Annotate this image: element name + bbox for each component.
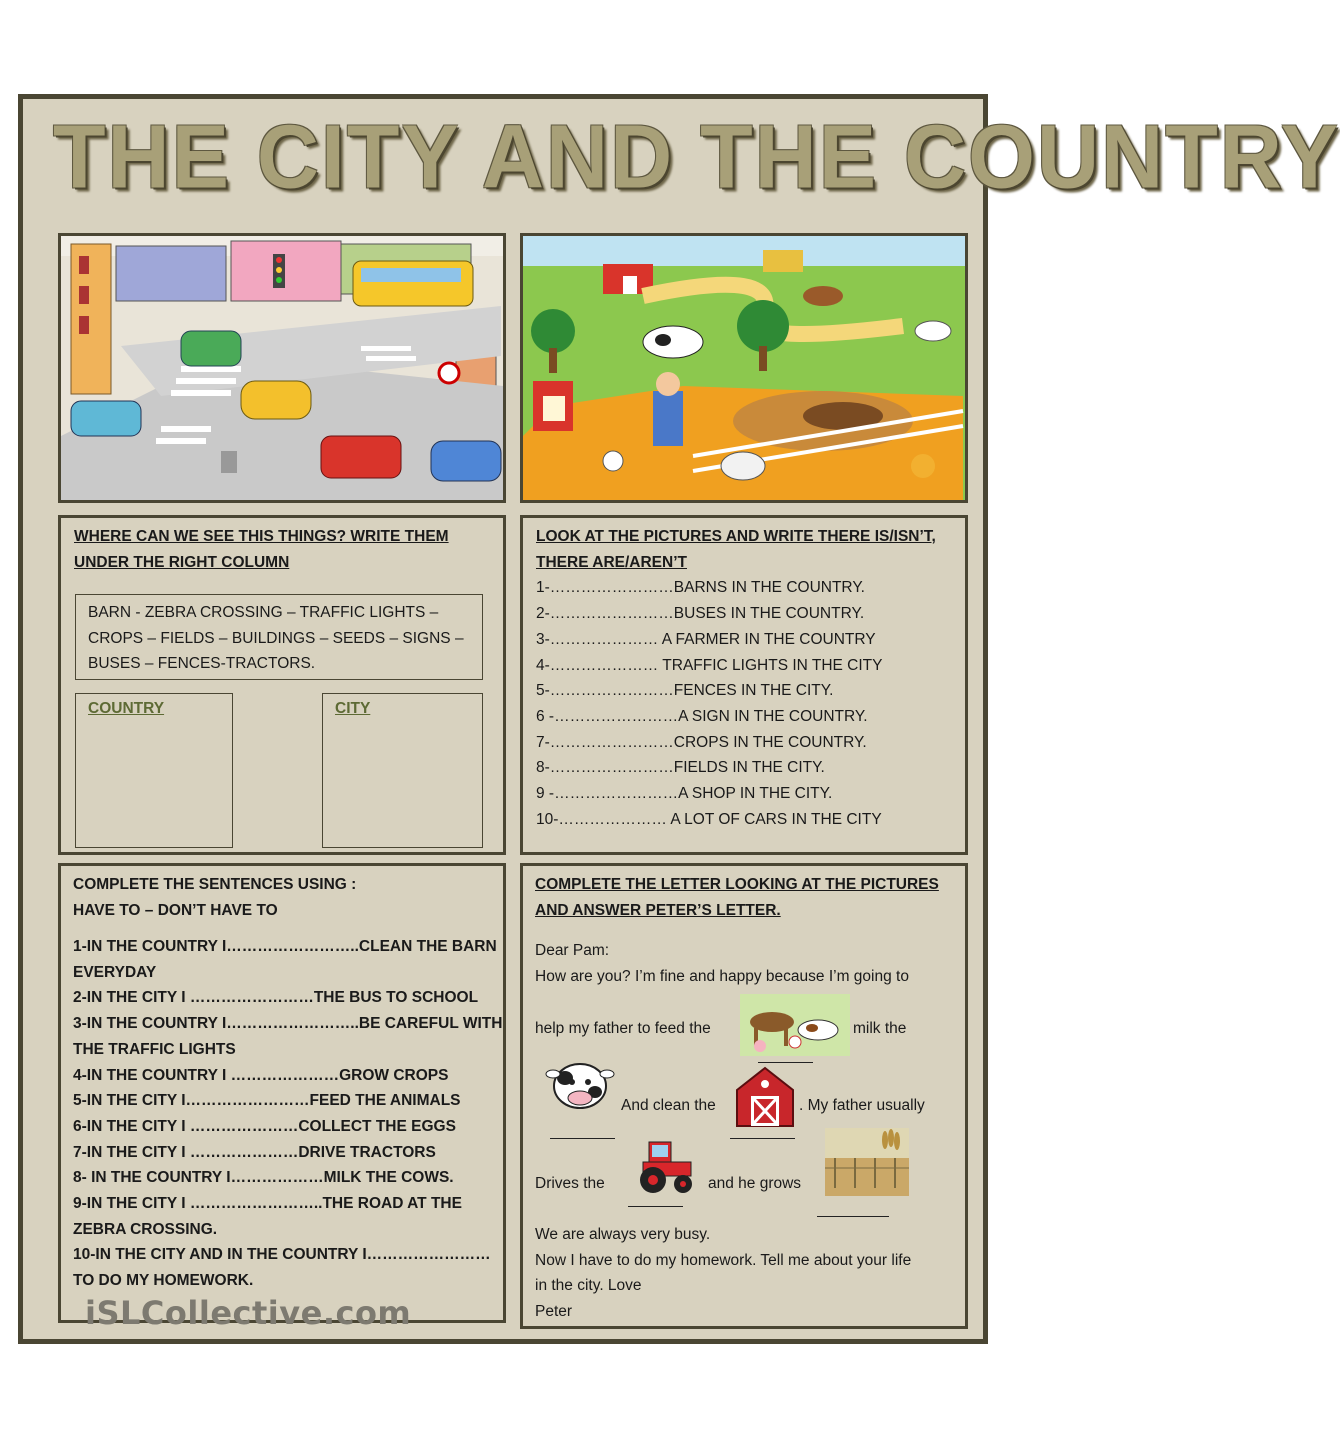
letter-line: help my father to feed the [535,1020,711,1037]
exercise2-item: 1-……………………BARNS IN THE COUNTRY. [536,579,865,597]
sentence-line: 8- IN THE COUNTRY I………………MILK THE COWS. [73,1169,454,1187]
letter-line: We are always very busy. [535,1226,711,1243]
letter-line: and he grows [708,1175,802,1192]
country-column-box[interactable] [75,693,233,848]
sentence-line: 5-IN THE CITY I……………………FEED THE ANIMALS [73,1092,461,1110]
letter-signature: Peter [535,1303,573,1321]
sentence-line: EVERYDAY [73,963,157,981]
word-bank-line: BARN - ZEBRA CROSSING – TRAFFIC LIGHTS – [88,604,439,621]
letter-line: . My father usually [799,1097,925,1114]
exercise4-heading-cont: AND ANSWER PETER’S LETTER. [535,901,781,919]
exercise2-item: 5-……………………FENCES IN THE CITY. [536,682,834,700]
cow-picture [545,1056,615,1116]
letter-line: milk the [853,1020,907,1037]
letter-line: And clean the [621,1097,716,1114]
sentence-line: 1-IN THE COUNTRY I……………………..CLEAN THE BARN [73,938,497,955]
exercise2-item: 3-………………… A FARMER IN THE COUNTRY [536,630,876,648]
exercise1-heading: WHERE CAN WE SEE THIS THINGS? WRITE THEM [74,528,449,545]
city-scene-svg [61,236,503,500]
exercise2-item: 9 -……………………A SHOP IN THE CITY. [536,785,833,803]
sentence-line: 10-IN THE CITY AND IN THE COUNTRY I…………………… [73,1246,491,1264]
farm-animals-picture [740,994,850,1056]
worksheet [18,94,1340,1344]
country-illustration [520,233,968,503]
exercise2-item: 6 -……………………A SIGN IN THE COUNTRY. [536,707,868,725]
answer-blank[interactable] [628,1206,683,1207]
answer-blank[interactable] [730,1138,795,1139]
exercise-there-is-are [520,515,968,855]
country-column-label: COUNTRY [88,700,165,717]
exercise1-heading-cont: UNDER THE RIGHT COLUMN [74,553,290,571]
sentence-line: THE TRAFFIC LIGHTS [73,1040,236,1058]
word-bank-line: BUSES – FENCES-TRACTORS. [88,655,316,673]
exercise2-heading: LOOK AT THE PICTURES AND WRITE THERE IS/ISN’T, [536,528,936,545]
exercise-have-to [58,863,506,1323]
exercise3-heading-cont: HAVE TO – DON’T HAVE TO [73,901,278,919]
exercise2-item: 4-………………… TRAFFIC LIGHTS IN THE CITY [536,656,883,674]
answer-blank[interactable] [550,1138,615,1139]
exercise2-item: 8-……………………FIELDS IN THE CITY. [536,759,825,777]
letter-line: in the city. Love [535,1277,642,1295]
exercise-letter [520,863,968,1329]
city-column-box[interactable] [322,693,483,848]
city-illustration [58,233,506,503]
exercise4-heading: COMPLETE THE LETTER LOOKING AT THE PICTURES [535,876,939,893]
letter-line: How are you? I’m fine and happy because I’m going to [535,967,909,985]
sentence-line: ZEBRA CROSSING. [73,1220,218,1238]
sentence-line: 2-IN THE CITY I ……………………THE BUS TO SCHOOL [73,989,479,1007]
exercise2-item: 2-……………………BUSES IN THE COUNTRY. [536,605,865,623]
sentence-line: 4-IN THE COUNTRY I …………………GROW CROPS [73,1066,449,1084]
watermark: iSLCollective.com [85,1294,412,1332]
city-column-label: CITY [335,700,371,717]
sentence-line: 6-IN THE CITY I …………………COLLECT THE EGGS [73,1117,456,1135]
sentence-line: 7-IN THE CITY I …………………DRIVE TRACTORS [73,1143,436,1161]
exercise-sort-words [58,515,506,855]
answer-blank[interactable] [758,1062,813,1063]
page-title: THE CITY AND THE COUNTRY [53,106,1340,208]
country-scene-svg [523,236,965,500]
word-bank-line: CROPS – FIELDS – BUILDINGS – SEEDS – SIGNS – [88,629,464,647]
answer-blank[interactable] [817,1216,889,1217]
letter-line: Now I have to do my homework. Tell me about your life [535,1251,912,1269]
exercise3-heading: COMPLETE THE SENTENCES USING : [73,876,357,893]
letter-line: Drives the [535,1175,605,1192]
exercise2-item: 10-………………… A LOT OF CARS IN THE CITY [536,810,882,828]
sentence-line: TO DO MY HOMEWORK. [73,1272,254,1290]
letter-greeting: Dear Pam: [535,942,610,959]
tractor-picture [635,1134,697,1196]
exercise2-item: 7-……………………CROPS IN THE COUNTRY. [536,733,867,751]
sentence-line: 9-IN THE CITY I ……………………..THE ROAD AT THE [73,1195,462,1213]
barn-picture [733,1064,797,1128]
word-bank [75,594,483,680]
exercise2-heading-cont: THERE ARE/AREN’T [536,553,687,571]
sentence-line: 3-IN THE COUNTRY I……………………..BE CAREFUL WITH [73,1015,503,1033]
crops-picture [825,1128,909,1196]
